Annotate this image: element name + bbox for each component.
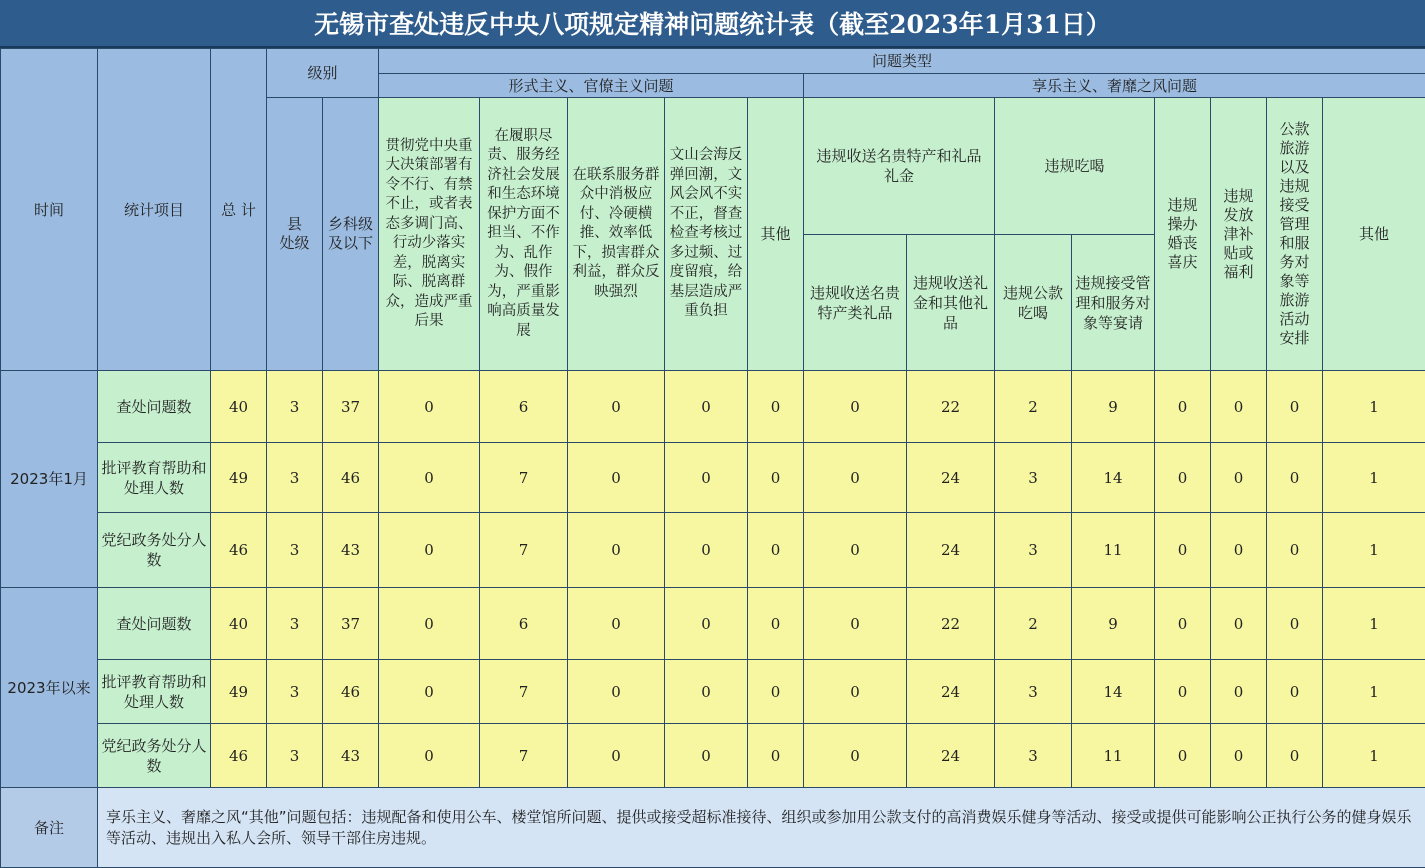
value-cell: 11 [1072,513,1155,588]
value-cell: 37 [323,371,379,443]
value-cell: 7 [480,513,568,588]
table-row [1,724,1425,788]
header-f2: 在履职尽责、服务经济社会发展和生态环境保护方面不担当、不作为、乱作为、假作为，严重影响高质量发展 [480,98,568,371]
value-cell: 2 [995,371,1072,443]
value-cell: 24 [907,660,995,724]
value-cell: 0 [379,588,480,660]
value-cell: 0 [804,443,907,513]
value-cell: 3 [995,660,1072,724]
value-cell: 1 [1323,513,1425,588]
header-f1: 贯彻党中央重大决策部署有令不行、有禁不止，或者表态多调门高、行动少落实差，脱离实际、脱离群众，造成严重后果 [379,98,480,371]
time-cell: 2023年1月 [1,371,98,588]
header-h5: 违规操办婚丧喜庆 [1155,98,1211,371]
table-row [1,660,1425,724]
value-cell: 37 [323,588,379,660]
row-item-cell: 查处问题数 [98,588,211,660]
header-level: 级别 [267,49,379,98]
value-cell: 43 [323,724,379,788]
value-cell: 46 [323,660,379,724]
value-cell: 0 [665,371,748,443]
header-total: 总 计 [211,49,267,371]
row-item-cell: 批评教育帮助和处理人数 [98,660,211,724]
value-cell: 24 [907,443,995,513]
value-cell: 0 [1267,371,1323,443]
value-cell: 0 [665,443,748,513]
value-cell: 6 [480,371,568,443]
value-cell: 2 [995,588,1072,660]
header-problem-type: 问题类型 [379,49,1425,74]
header-h3: 违规公款吃喝 [995,235,1072,371]
value-cell: 7 [480,443,568,513]
value-cell: 0 [568,513,665,588]
value-cell: 1 [1323,724,1425,788]
value-cell: 0 [1211,660,1267,724]
value-cell: 40 [211,371,267,443]
value-cell: 14 [1072,660,1155,724]
value-cell: 0 [804,724,907,788]
value-cell: 0 [804,513,907,588]
value-cell: 1 [1323,588,1425,660]
value-cell: 24 [907,724,995,788]
table-row [1,513,1425,588]
table-row [1,443,1425,513]
value-cell: 3 [267,660,323,724]
value-cell: 43 [323,513,379,588]
value-cell: 0 [804,588,907,660]
value-cell: 7 [480,724,568,788]
header-gifts: 违规收送名贵特产和礼品礼金 [804,98,995,235]
header-h6: 违规发放津补贴或福利 [1211,98,1267,371]
header-township: 乡科级及以下 [323,98,379,371]
value-cell: 49 [211,443,267,513]
header-f5: 其他 [748,98,804,371]
value-cell: 0 [1155,660,1211,724]
note-label: 备注 [1,788,98,868]
value-cell: 0 [379,513,480,588]
value-cell: 0 [748,513,804,588]
header-time: 时间 [1,49,98,371]
header-h7: 公款旅游以及违规接受管理和服务对象等旅游活动安排 [1267,98,1323,371]
value-cell: 6 [480,588,568,660]
header-f3: 在联系服务群众中消极应付、冷硬横推、效率低下，损害群众利益，群众反映强烈 [568,98,665,371]
value-cell: 24 [907,513,995,588]
value-cell: 0 [748,371,804,443]
header-h4: 违规接受管理和服务对象等宴请 [1072,235,1155,371]
header-hedonism: 享乐主义、奢靡之风问题 [804,74,1425,98]
header-item: 统计项目 [98,49,211,371]
value-cell: 3 [267,371,323,443]
header-h8: 其他 [1323,98,1425,371]
value-cell: 0 [1267,660,1323,724]
value-cell: 1 [1323,443,1425,513]
header-formalism: 形式主义、官僚主义问题 [379,74,804,98]
value-cell: 49 [211,660,267,724]
header-f4: 文山会海反弹回潮，文风会风不实不正，督查检查考核过多过频、过度留痕，给基层造成严重负担 [665,98,748,371]
value-cell: 0 [1211,443,1267,513]
table-row [1,588,1425,660]
value-cell: 0 [665,660,748,724]
value-cell: 3 [267,443,323,513]
value-cell: 22 [907,371,995,443]
value-cell: 0 [1155,443,1211,513]
value-cell: 0 [568,724,665,788]
time-cell: 2023年以来 [1,588,98,788]
value-cell: 14 [1072,443,1155,513]
value-cell: 11 [1072,724,1155,788]
value-cell: 3 [995,513,1072,588]
header-h1: 违规收送名贵特产类礼品 [804,235,907,371]
value-cell: 0 [1155,513,1211,588]
value-cell: 0 [665,513,748,588]
row-item-cell: 党纪政务处分人数 [98,724,211,788]
value-cell: 3 [267,588,323,660]
value-cell: 0 [1267,588,1323,660]
statistics-table [0,48,1425,868]
note-text: 享乐主义、奢靡之风“其他”问题包括：违规配备和使用公车、楼堂馆所问题、提供或接受超标准接待、组织或参加用公款支付的高消费娱乐健身等活动、接受或提供可能影响公正执行公务的健身娱乐等活动、违规出入私人会所、领导干部住房违规。 [98,788,1425,868]
value-cell: 0 [379,371,480,443]
value-cell: 0 [748,724,804,788]
value-cell: 3 [267,724,323,788]
value-cell: 0 [1155,724,1211,788]
value-cell: 9 [1072,588,1155,660]
value-cell: 0 [665,724,748,788]
value-cell: 0 [804,371,907,443]
value-cell: 22 [907,588,995,660]
value-cell: 3 [267,513,323,588]
value-cell: 46 [323,443,379,513]
row-item-cell: 党纪政务处分人数 [98,513,211,588]
value-cell: 0 [568,588,665,660]
value-cell: 0 [568,660,665,724]
row-item-cell: 批评教育帮助和处理人数 [98,443,211,513]
header-county: 县 处级 [267,98,323,371]
value-cell: 46 [211,513,267,588]
value-cell: 40 [211,588,267,660]
value-cell: 0 [1211,588,1267,660]
value-cell: 0 [1155,588,1211,660]
value-cell: 0 [748,443,804,513]
value-cell: 1 [1323,371,1425,443]
value-cell: 46 [211,724,267,788]
value-cell: 0 [1267,443,1323,513]
value-cell: 0 [748,660,804,724]
value-cell: 0 [748,588,804,660]
value-cell: 0 [379,724,480,788]
value-cell: 0 [1211,513,1267,588]
value-cell: 0 [568,371,665,443]
value-cell: 0 [1155,371,1211,443]
value-cell: 9 [1072,371,1155,443]
value-cell: 1 [1323,660,1425,724]
value-cell: 0 [568,443,665,513]
value-cell: 0 [1267,513,1323,588]
value-cell: 0 [379,660,480,724]
value-cell: 0 [379,443,480,513]
value-cell: 3 [995,724,1072,788]
value-cell: 0 [1211,724,1267,788]
table-row [1,371,1425,443]
value-cell: 0 [665,588,748,660]
value-cell: 3 [995,443,1072,513]
header-h2: 违规收送礼金和其他礼品 [907,235,995,371]
note-row [1,788,1425,868]
value-cell: 7 [480,660,568,724]
page-title: 无锡市查处违反中央八项规定精神问题统计表（截至2023年1月31日） [0,0,1425,48]
row-item-cell: 查处问题数 [98,371,211,443]
header-dining: 违规吃喝 [995,98,1155,235]
value-cell: 0 [1267,724,1323,788]
value-cell: 0 [1211,371,1267,443]
value-cell: 0 [804,660,907,724]
